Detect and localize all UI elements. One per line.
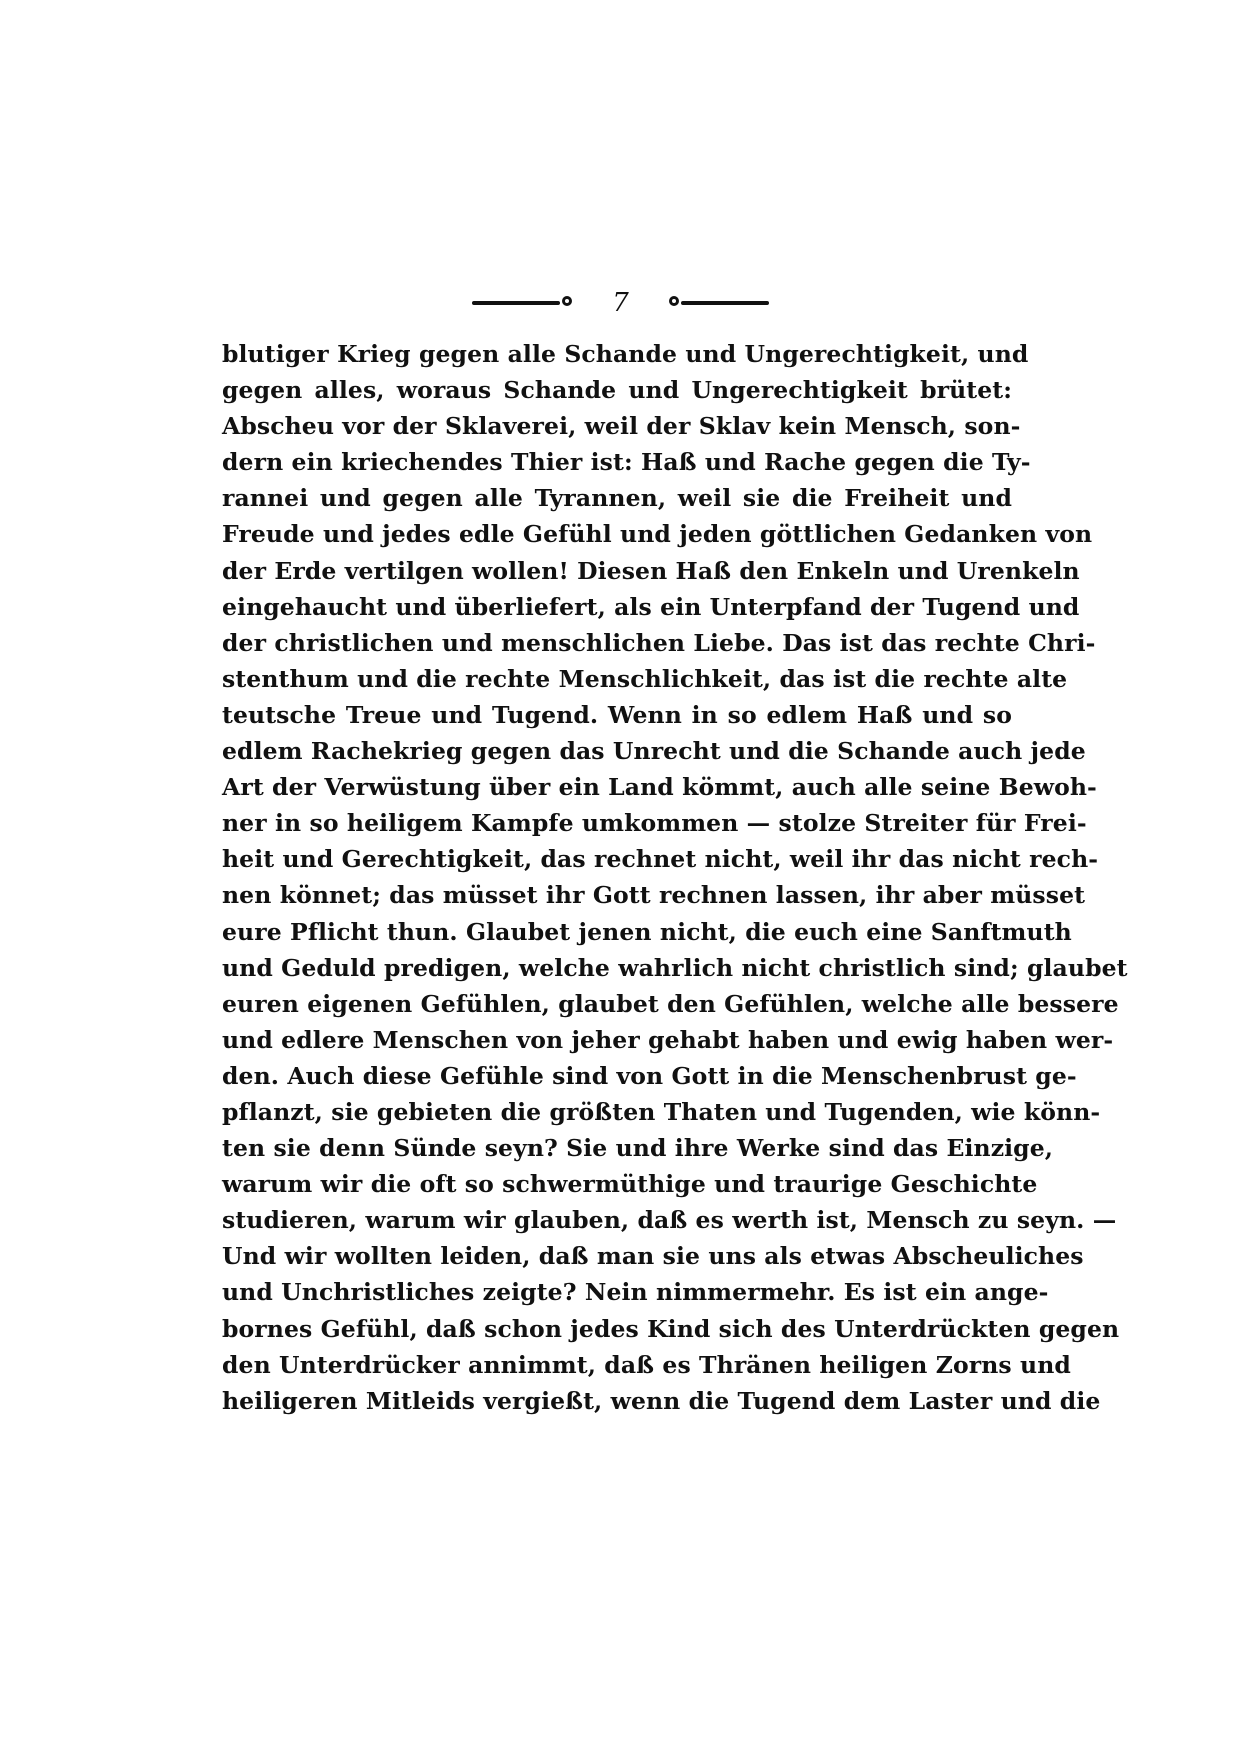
text-line: ten sie denn Sünde seyn? Sie und ihre Werke sind das Einzige, [222, 1134, 1054, 1163]
text-line: Art der Verwüstung über ein Land kömmt, auch alle seine Bewoh- [222, 773, 1097, 802]
text-line: eure Pflicht thun. Glaubet jenen nicht, die euch eine Sanftmuth [222, 917, 1072, 946]
text-line: stenthum und die rechte Menschlichkeit, das ist die rechte alte [222, 664, 1068, 693]
text-line: dern ein kriechendes Thier ist: Haß und Rache gegen die Ty- [222, 448, 1031, 477]
text-line: ner in so heiligem Kampfe umkommen — stolze Streiter für Frei- [222, 809, 1087, 838]
header-ornament-left [472, 301, 560, 305]
text-line: der christlichen und menschlichen Liebe. Das ist das rechte Chri- [222, 628, 1096, 657]
text-line: pflanzt, sie gebieten die größten Thaten und Tugenden, wie könn- [222, 1097, 1101, 1126]
text-line: edlem Rachekrieg gegen das Unrecht und die Schande auch jede [222, 737, 1086, 766]
text-line: gegen alles, woraus Schande und Ungerechtigkeit brütet: [222, 376, 1012, 405]
text-line: heit und Gerechtigkeit, das rechnet nicht, weil ihr das nicht rech- [222, 845, 1099, 874]
text-line: nen könnet; das müsset ihr Gott rechnen lassen, ihr aber müsset [222, 881, 1086, 910]
text-line: der Erde vertilgen wollen! Diesen Haß den Enkeln und Urenkeln [222, 556, 1080, 585]
text-line: eingehaucht und überliefert, als ein Unterpfand der Tugend und [222, 592, 1080, 621]
text-line: Freude und jedes edle Gefühl und jeden göttlichen Gedanken von [222, 520, 1093, 549]
text-line: studieren, warum wir glauben, daß es werth ist, Mensch zu seyn. — [222, 1206, 1117, 1235]
text-line: blutiger Krieg gegen alle Schande und Ungerechtigkeit, und [222, 340, 1029, 368]
text-line: und Geduld predigen, welche wahrlich nicht christlich sind; glaubet [222, 953, 1128, 982]
text-line: rannei und gegen alle Tyrannen, weil sie die Freiheit und [222, 484, 1012, 513]
text-line: bornes Gefühl, daß schon jedes Kind sich des Unterdrückten gegen [222, 1314, 1120, 1343]
body-text [222, 336, 1128, 1419]
text-line: den. Auch diese Gefühle sind von Gott in die Menschenbrust ge- [222, 1061, 1077, 1090]
text-line: heiligeren Mitleids vergießt, wenn die Tugend dem Laster und die [222, 1386, 1101, 1415]
text-line: Und wir wollten leiden, daß man sie uns als etwas Abscheuliches [222, 1242, 1084, 1271]
page-header [0, 288, 1241, 318]
text-line: Abscheu vor der Sklaverei, weil der Sklav kein Mensch, son- [222, 412, 1021, 441]
page-number: 7 [612, 288, 629, 318]
text-line: den Unterdrücker annimmt, daß es Thränen heiligen Zorns und [222, 1350, 1071, 1379]
text-line: warum wir die oft so schwermüthige und traurige Geschichte [222, 1170, 1038, 1199]
text-line: teutsche Treue und Tugend. Wenn in so edlem Haß und so [222, 700, 1012, 729]
header-ornament-right [681, 301, 769, 305]
text-line: euren eigenen Gefühlen, glaubet den Gefühlen, welche alle bessere [222, 989, 1119, 1018]
text-line: und Unchristliches zeigte? Nein nimmermehr. Es ist ein ange- [222, 1278, 1049, 1307]
text-line: und edlere Menschen von jeher gehabt haben und ewig haben wer- [222, 1025, 1114, 1054]
